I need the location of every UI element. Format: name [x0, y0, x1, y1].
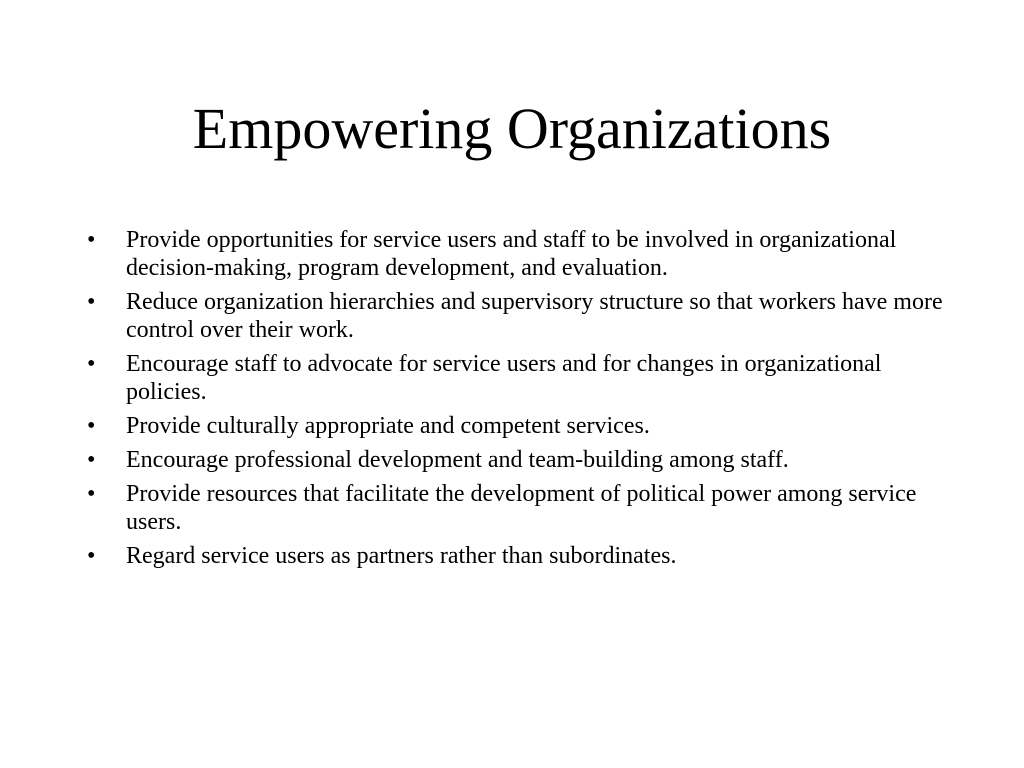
bullet-marker: •	[87, 351, 96, 377]
bullet-marker: •	[87, 227, 96, 253]
slide-title: Empowering Organizations	[192, 96, 832, 161]
bullet-item	[87, 412, 967, 440]
bullet-text: Provide resources that facilitate the development of political power among service users.	[126, 481, 917, 535]
bullet-item	[87, 480, 967, 536]
bullet-item	[87, 226, 967, 282]
bullet-text: Encourage professional development and team-building among staff.	[126, 447, 789, 473]
bullet-text: Encourage staff to advocate for service users and for changes in organizational policies.	[126, 351, 882, 405]
bullet-item	[87, 350, 967, 406]
bullet-marker: •	[87, 413, 96, 439]
bullet-text: Reduce organization hierarchies and supervisory structure so that workers have more control over their work.	[126, 289, 943, 343]
bullet-marker: •	[87, 447, 96, 473]
bullet-marker: •	[87, 289, 96, 315]
bullet-marker: •	[87, 481, 96, 507]
bullet-item	[87, 288, 967, 344]
bullet-text: Provide opportunities for service users and staff to be involved in organizational decision-making, program development, and evaluation.	[126, 227, 897, 281]
bullet-item	[87, 542, 967, 570]
bullet-text: Regard service users as partners rather than subordinates.	[126, 543, 677, 569]
bullet-text: Provide culturally appropriate and competent services.	[126, 413, 650, 439]
bullet-item	[87, 446, 967, 474]
bullet-list	[87, 226, 967, 576]
bullet-marker: •	[87, 543, 96, 569]
